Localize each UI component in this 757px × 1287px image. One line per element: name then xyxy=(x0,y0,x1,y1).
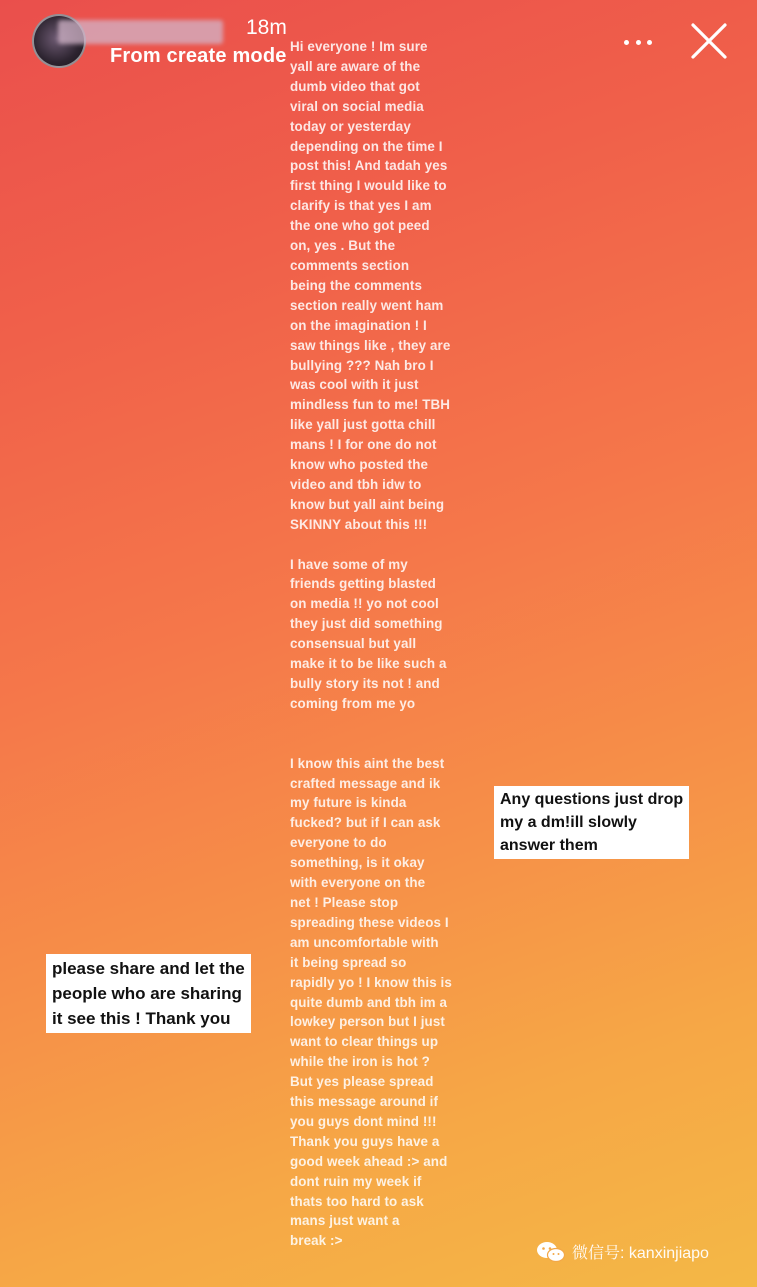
message-line: consensual but yall xyxy=(290,636,417,652)
wechat-icon xyxy=(536,1241,566,1263)
message-line: spreading these videos I xyxy=(290,914,449,930)
message-line: rapidly yo ! I know this is xyxy=(290,974,452,990)
close-icon[interactable] xyxy=(690,22,728,60)
message-line: mindless fun to me! TBH xyxy=(290,397,451,413)
message-line: But yes please spread xyxy=(290,1074,434,1090)
sticker-line: people who are sharing xyxy=(52,984,242,1003)
message-line: break :> xyxy=(290,1233,343,1249)
more-dot xyxy=(636,40,641,45)
message-line: yall are aware of the xyxy=(290,58,421,74)
message-line: crafted message and ik xyxy=(290,775,441,791)
message-line: today or yesterday xyxy=(290,118,411,134)
message-line: know who posted the xyxy=(290,457,429,473)
username-blurred xyxy=(58,20,223,44)
message-line: net ! Please stop xyxy=(290,894,399,910)
message-line: Hi everyone ! Im sure xyxy=(290,39,428,54)
message-line: on the imagination ! I xyxy=(290,317,427,333)
message-line: friends getting blasted xyxy=(290,576,436,592)
message-line: want to clear things up xyxy=(290,1034,439,1050)
message-line: comments section xyxy=(290,257,410,273)
sticker-line: answer them xyxy=(500,837,598,854)
message-line: on, yes . But the xyxy=(290,238,396,254)
message-line: being the comments xyxy=(290,277,423,293)
message-line xyxy=(290,714,475,734)
message-line: on media !! yo not cool xyxy=(290,596,439,612)
sticker-line: Any questions just drop xyxy=(500,791,684,808)
questions-sticker xyxy=(494,786,689,859)
message-line: coming from me yo xyxy=(290,695,416,711)
message-line: know but yall aint being xyxy=(290,496,445,512)
more-dot xyxy=(647,40,652,45)
message-line: everyone to do xyxy=(290,835,387,851)
message-line: quite dumb and tbh im a xyxy=(290,994,448,1010)
message-line: you guys dont mind !!! xyxy=(290,1113,437,1129)
wechat-watermark xyxy=(536,1240,709,1263)
message-line: clarify is that yes I am xyxy=(290,198,432,214)
message-line: something, is it okay xyxy=(290,855,425,871)
message-line: SKINNY about this !!! xyxy=(290,516,428,532)
message-line: mans ! I for one do not xyxy=(290,437,437,453)
message-line: I know this aint the best xyxy=(290,755,445,771)
message-line: good week ahead :> and xyxy=(290,1153,448,1169)
message-line: video and tbh idw to xyxy=(290,476,422,492)
message-line: my future is kinda xyxy=(290,795,407,811)
message-line: post this! And tadah yes xyxy=(290,158,448,174)
message-line: mans just want a xyxy=(290,1213,400,1229)
sticker-line: it see this ! Thank you xyxy=(52,1009,231,1028)
message-line: dont ruin my week if xyxy=(290,1173,422,1189)
message-line: with everyone on the xyxy=(290,875,426,891)
message-line: first thing I would like to xyxy=(290,178,447,194)
share-sticker xyxy=(46,954,251,1033)
message-line: this message around if xyxy=(290,1094,439,1110)
message-line: lowkey person but I just xyxy=(290,1014,445,1030)
message-line: it being spread so xyxy=(290,954,407,970)
message-line: thats too hard to ask xyxy=(290,1193,424,1209)
message-line: fucked? but if I can ask xyxy=(290,815,441,831)
message-line: depending on the time I xyxy=(290,138,443,154)
message-line: the one who got peed xyxy=(290,218,430,234)
message-line: Thank you guys have a xyxy=(290,1133,440,1149)
sticker-line: please share and let the xyxy=(52,959,245,978)
message-line xyxy=(290,535,475,555)
message-line: was cool with it just xyxy=(290,377,419,393)
message-line: section really went ham xyxy=(290,297,444,313)
message-line: I have some of my xyxy=(290,556,408,572)
message-line: saw things like , they are xyxy=(290,337,451,353)
sticker-line: my a dm!ill slowly xyxy=(500,814,637,831)
message-line: bully story its not ! and xyxy=(290,676,440,691)
message-line: like yall just gotta chill xyxy=(290,417,436,433)
more-options-icon[interactable] xyxy=(620,26,656,58)
message-line: am uncomfortable with xyxy=(290,934,439,950)
story-time: 18m xyxy=(246,16,287,39)
message-line: dumb video that got xyxy=(290,78,420,94)
message-line: while the iron is hot ? xyxy=(290,1054,430,1070)
more-dot xyxy=(624,40,629,45)
message-line: make it to be like such a xyxy=(290,656,447,672)
message-line: bullying ??? Nah bro I xyxy=(290,357,434,373)
wechat-id: 微信号: kanxinjiapo xyxy=(572,1245,709,1262)
message-line: viral on social media xyxy=(290,98,424,114)
story-subtitle: From create mode xyxy=(110,45,287,67)
message-line: they just did something xyxy=(290,616,443,632)
story-message xyxy=(290,37,475,1251)
message-line xyxy=(290,734,475,754)
